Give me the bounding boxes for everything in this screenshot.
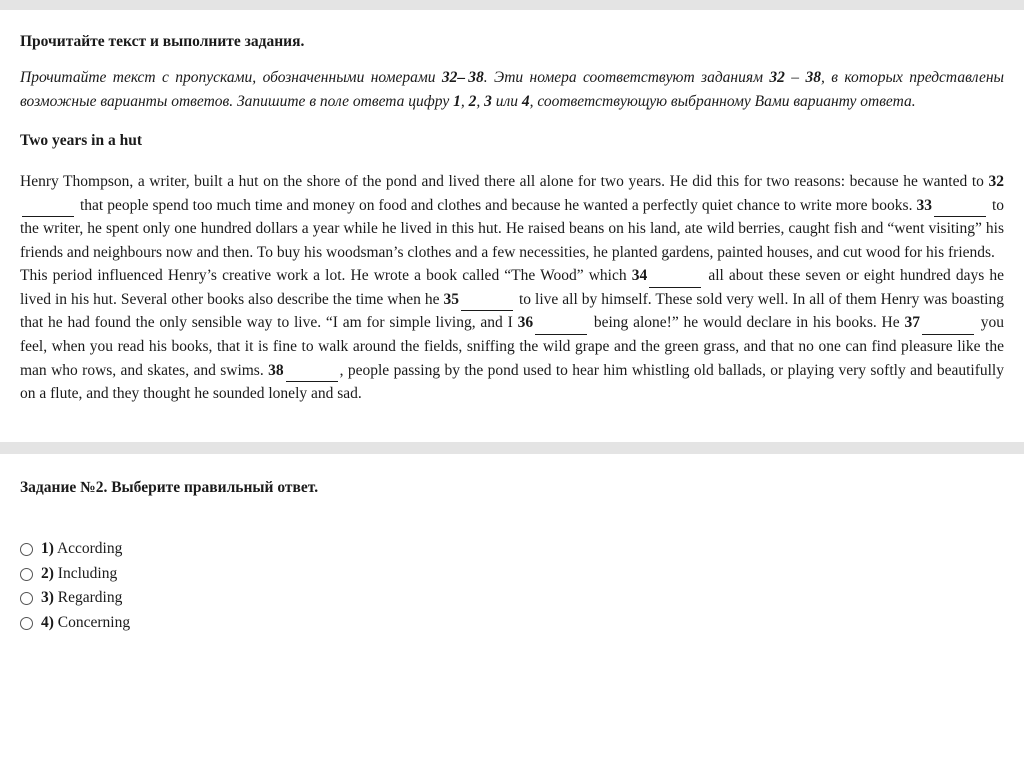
gap-number: 32 (988, 173, 1004, 191)
instruction-text: . Эти номера соответствуют заданиям (483, 69, 770, 87)
answer-gap[interactable] (461, 296, 513, 312)
reading-task-block (0, 10, 1024, 416)
answer-option-marker: 2) (41, 564, 54, 582)
passage-title: Two years in a hut (20, 132, 143, 150)
question-heading: Задание №2. Выберите правильный ответ. (20, 478, 319, 496)
answer-gap[interactable] (934, 202, 986, 218)
instruction-emphasis: 2 (468, 93, 477, 111)
radio-button-icon[interactable] (20, 568, 33, 581)
passage-text: This period influenced Henry’s creative work a lot. He wrote a book called “The Wood” which (20, 267, 632, 285)
answer-option-label (41, 613, 130, 634)
gap-number: 35 (443, 290, 459, 308)
passage-text: Henry Thompson, a writer, built a hut on the shore of the pond and lived there all alone for two years. He did this for two reasons: because he wanted to (20, 173, 989, 191)
answer-options-list (20, 539, 1004, 635)
passage-text: you feel, when you read his books, that it is fine to walk around the fields, sniffing the wild grape and the green grass, and that no one can find pleasure like the man who rows, and skates, and swims. (20, 314, 1004, 379)
gap-number: 37 (904, 314, 920, 332)
answer-gap[interactable] (535, 319, 587, 335)
passage-body (20, 170, 1004, 405)
instruction-emphasis: 4 (521, 93, 530, 111)
question-block (0, 454, 1024, 649)
answer-option-text: Regarding (53, 589, 123, 607)
instruction-emphasis: 32 (769, 69, 785, 87)
gap-number: 38 (268, 361, 284, 379)
instruction-emphasis: 32– 38 (441, 69, 484, 87)
instruction-text: , соответствующую выбранному Вами варианту ответа. (529, 93, 916, 111)
instruction-emphasis: 3 (484, 93, 492, 111)
instruction-text: , в которых представлены возможные варианты ответов. Запишите в поле ответа цифру (20, 69, 1005, 111)
answer-option[interactable] (20, 613, 1004, 634)
passage-paragraph (20, 170, 1004, 264)
passage-text: all about these seven or eight hundred days he lived in his hut. Several other books also describe the time when he (20, 267, 1004, 308)
answer-option-text: According (53, 539, 123, 557)
answer-gap[interactable] (922, 319, 974, 335)
answer-option-marker: 1) (41, 539, 54, 557)
passage-paragraph (20, 264, 1004, 405)
instruction-text: – (784, 69, 806, 87)
radio-button-icon[interactable] (20, 617, 33, 630)
passage-text: , people passing by the pond used to hear him whistling old ballads, or playing very softly and beautifully on a flute, and they thought he sounded lonely and sad. (20, 361, 1004, 403)
answer-option[interactable] (20, 539, 1004, 560)
instruction-text: , (476, 93, 485, 111)
gap-number: 33 (916, 196, 932, 214)
passage-text: being alone!” he would declare in his books. He (589, 314, 905, 332)
answer-option-label (41, 564, 117, 585)
task-heading: Прочитайте текст и выполните задания. (20, 33, 305, 50)
answer-gap[interactable] (649, 272, 701, 288)
passage-text: to the writer, he spent only one hundred dollars a year while he lived in this hut. He raised beans on his land, ate wild berries, caught fish and “went visiting” his friends and neighbours now and then. To buy his woodsman’s clothes and a few necessities, he planted gardens, painted houses, and cut wood for his friends. (20, 196, 1004, 261)
instruction-text: , (460, 93, 469, 111)
radio-button-icon[interactable] (20, 592, 33, 605)
gap-number: 36 (517, 314, 534, 332)
answer-option[interactable] (20, 588, 1004, 609)
answer-option-label (41, 588, 122, 609)
task-instructions (20, 66, 1004, 114)
answer-option-text: Including (53, 564, 118, 582)
answer-option-marker: 4) (41, 614, 54, 632)
answer-option-text: Concerning (53, 614, 131, 632)
answer-option[interactable] (20, 564, 1004, 585)
answer-option-marker: 3) (41, 589, 54, 607)
instruction-emphasis: 38 (805, 69, 821, 87)
top-divider-strip (0, 0, 1024, 10)
passage-text: that people spend too much time and money on food and clothes and because he wanted a perfectly quiet chance to write more books. (76, 196, 917, 214)
gap-number: 34 (631, 267, 648, 285)
answer-gap[interactable] (22, 202, 74, 218)
section-divider-strip (0, 442, 1024, 454)
passage-text: to live all by himself. These sold very well. In all of them Henry was boasting that he had found the only sensible way to live. “I am for simple living, and I (20, 290, 1004, 332)
answer-gap[interactable] (286, 366, 338, 382)
instruction-emphasis: 1 (453, 93, 461, 111)
instruction-text: Прочитайте текст с пропусками, обозначенными номерами (20, 69, 442, 87)
instruction-text: или (491, 93, 522, 111)
radio-button-icon[interactable] (20, 543, 33, 556)
answer-option-label (41, 539, 122, 560)
